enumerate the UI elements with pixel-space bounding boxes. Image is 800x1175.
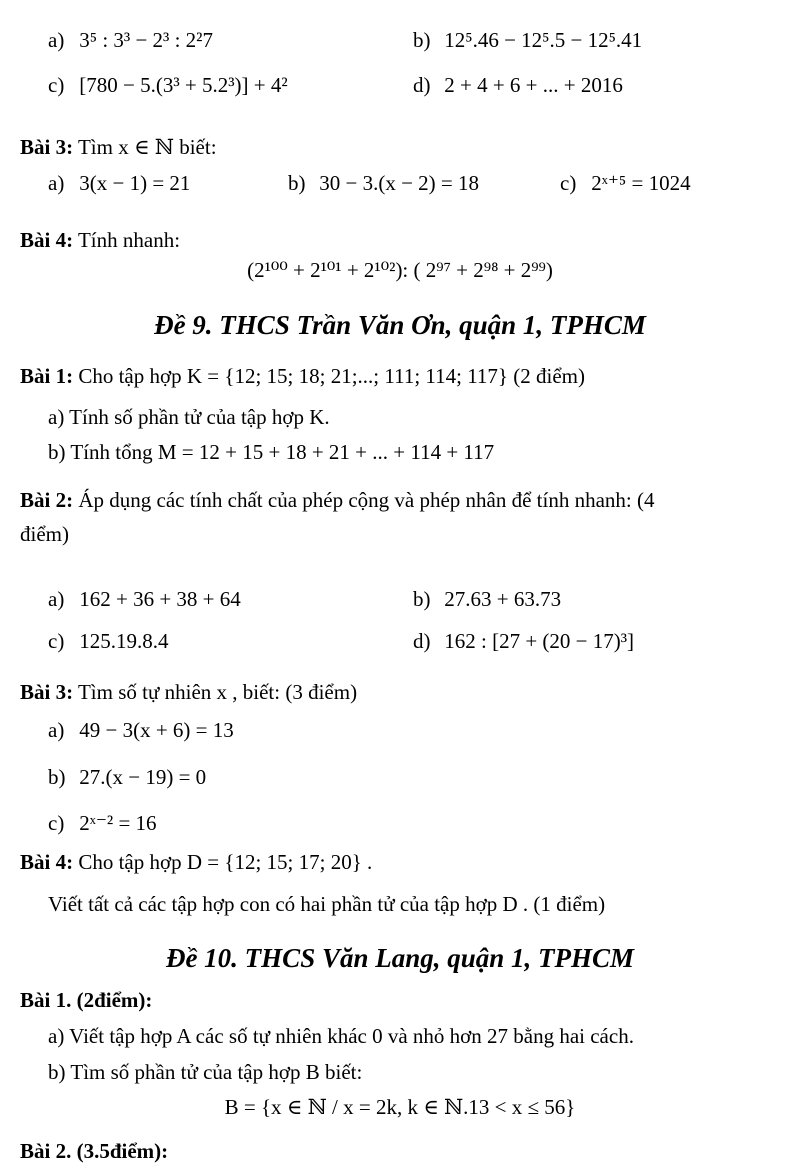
de10-set-definition: B = {x ∈ ℕ / x = 2k, k ∈ ℕ.13 < x ≤ 56} xyxy=(224,1095,576,1119)
math-expression: 12⁵.46 − 12⁵.5 − 12⁵.41 xyxy=(444,28,643,52)
item-label: b) xyxy=(48,765,66,789)
math-expression: 3⁵ : 3³ − 2³ : 2²7 xyxy=(79,28,213,52)
exercise-text: Tính nhanh: xyxy=(77,228,181,252)
exercise-number: Bài 2: xyxy=(20,488,74,512)
exercise-3-item-b xyxy=(288,171,479,196)
item-label: a) xyxy=(48,28,65,52)
math-expression: 49 − 3(x + 6) = 13 xyxy=(79,718,234,742)
de9-exercise-1-heading xyxy=(20,364,585,389)
exercise-item-d xyxy=(413,73,623,98)
item-label: c) xyxy=(48,73,65,97)
de9-exercise-3-item-b xyxy=(48,765,206,790)
de9-exercise-2-heading xyxy=(20,488,655,513)
item-label: b) xyxy=(288,171,306,195)
exercise-text: Tìm x ∈ ℕ biết: xyxy=(77,135,217,159)
item-label: c) xyxy=(560,171,577,195)
item-label: d) xyxy=(413,629,431,653)
item-label: b) xyxy=(413,28,431,52)
exercise-text: Áp dụng các tính chất của phép cộng và phép nhân để tính nhanh: (4 xyxy=(78,488,655,512)
exam-9-title: Đề 9. THCS Trần Văn Ơn, quận 1, TPHCM xyxy=(154,310,646,340)
item-label: b) xyxy=(413,587,431,611)
exercise-number: Bài 4: xyxy=(20,228,74,252)
exercise-3-item-c xyxy=(560,171,691,196)
de10-exercise-1-heading: Bài 1. (2điểm): xyxy=(20,988,153,1012)
math-expression: 2 + 4 + 6 + ... + 2016 xyxy=(444,73,623,97)
exercise-3-heading xyxy=(20,135,217,160)
exercise-text: Cho tập hợp K = {12; 15; 18; 21;...; 111; 114; 117} (2 điểm) xyxy=(78,364,585,388)
math-expression: 27.63 + 63.73 xyxy=(444,587,562,611)
de9-exercise-2-heading-cont: điểm) xyxy=(20,522,69,546)
math-expression: 125.19.8.4 xyxy=(79,629,169,653)
item-label: c) xyxy=(48,629,65,653)
de10-exercise-1-item-a: a) Viết tập hợp A các số tự nhiên khác 0 và nhỏ hơn 27 bằng hai cách. xyxy=(48,1024,634,1048)
exercise-4-expression: (2¹⁰⁰ + 2¹⁰¹ + 2¹⁰²): ( 2⁹⁷ + 2⁹⁸ + 2⁹⁹) xyxy=(247,258,553,282)
item-label: a) xyxy=(48,587,65,611)
item-label: a) xyxy=(48,171,65,195)
exercise-number: Bài 1: xyxy=(20,364,74,388)
math-expression: 2ˣ⁻² = 16 xyxy=(79,811,157,835)
math-expression: [780 − 5.(3³ + 5.2³)] + 4² xyxy=(79,73,288,97)
exercise-item-a xyxy=(48,28,213,53)
exercise-text: Tìm số tự nhiên x , biết: (3 điểm) xyxy=(77,680,358,704)
exercise-3-item-a xyxy=(48,171,190,196)
exercise-number: Bài 3: xyxy=(20,135,74,159)
exam-10-title: Đề 10. THCS Văn Lang, quận 1, TPHCM xyxy=(165,943,635,973)
de9-exercise-4-text: Viết tất cả các tập hợp con có hai phần tử của tập hợp D . (1 điểm) xyxy=(48,892,606,916)
de9-exercise-2-item-c xyxy=(48,629,169,654)
exercise-item-b xyxy=(413,28,642,53)
exercise-4-heading xyxy=(20,228,180,253)
math-expression: 2ˣ⁺⁵ = 1024 xyxy=(591,171,691,195)
math-expression: 30 − 3.(x − 2) = 18 xyxy=(319,171,480,195)
de10-exercise-2-heading: Bài 2. (3.5điểm): xyxy=(20,1139,169,1163)
math-expression: 162 : [27 + (20 − 17)³] xyxy=(444,629,635,653)
item-label: a) xyxy=(48,718,65,742)
de9-exercise-4-heading xyxy=(20,850,372,875)
de9-exercise-2-item-a xyxy=(48,587,241,612)
de9-exercise-2-item-d xyxy=(413,629,634,654)
exercise-number: Bài 4: xyxy=(20,850,74,874)
math-expression: 162 + 36 + 38 + 64 xyxy=(79,587,241,611)
de9-exercise-2-item-b xyxy=(413,587,561,612)
de9-exercise-3-item-c xyxy=(48,811,157,836)
de9-exercise-3-item-a xyxy=(48,718,234,743)
item-label: d) xyxy=(413,73,431,97)
exercise-text: Cho tập hợp D = {12; 15; 17; 20} . xyxy=(78,850,373,874)
item-label: c) xyxy=(48,811,65,835)
de9-exercise-1-item-b: b) Tính tổng M = 12 + 15 + 18 + 21 + ... + 114 + 117 xyxy=(48,440,495,464)
de9-exercise-3-heading xyxy=(20,680,357,705)
exercise-number: Bài 3: xyxy=(20,680,74,704)
de9-exercise-1-item-a: a) Tính số phần tử của tập hợp K. xyxy=(48,405,330,429)
exercise-item-c xyxy=(48,73,288,98)
math-expression: 3(x − 1) = 21 xyxy=(79,171,191,195)
math-expression: 27.(x − 19) = 0 xyxy=(79,765,207,789)
de10-exercise-1-item-b: b) Tìm số phần tử của tập hợp B biết: xyxy=(48,1060,363,1084)
